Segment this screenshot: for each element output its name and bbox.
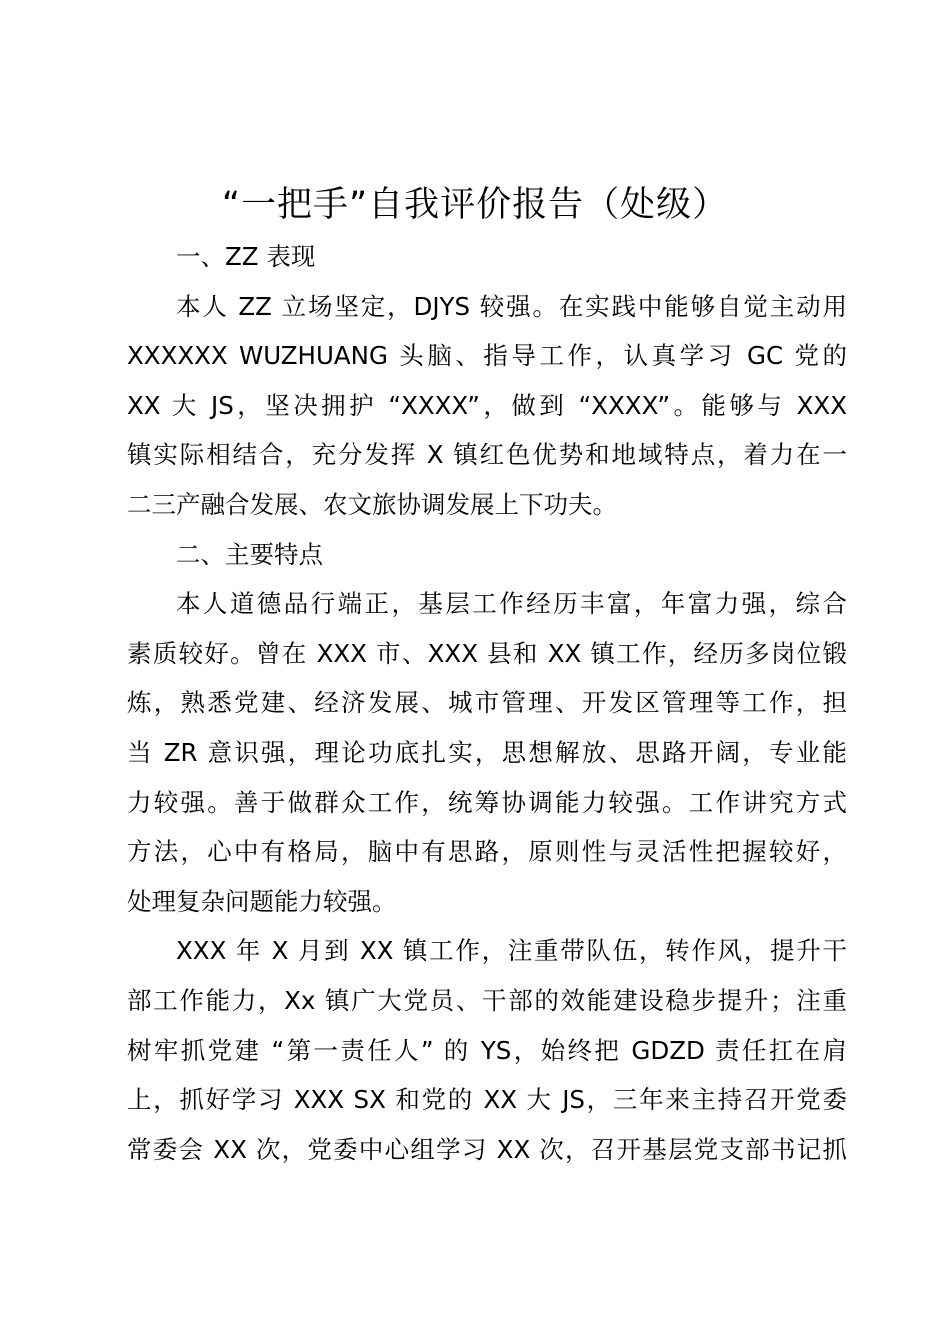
paragraph-line: 炼，熟悉党建、经济发展、城市管理、开发区管理等工作，担 [127,688,847,718]
paragraph-line: 本人道德品行端正，基层工作经历丰富，年富力强，综合 [176,589,847,619]
section-heading: 一、ZZ 表现 [176,242,316,271]
paragraph-line: 力较强。善于做群众工作，统筹协调能力较强。工作讲究方式 [127,787,847,817]
paragraph [127,926,847,1174]
paragraph-line: 素质较好。曾在 XXX 市、XXX 县和 XX 镇工作，经历多岗位锻 [127,638,847,668]
document-title: “一把手”自我评价报告（处级） [221,185,729,225]
paragraph-line: 当 ZR 意识强，理论功底扎实，思想解放、思路开阔，专业能 [127,737,847,767]
paragraph-line: XXXXXX WUZHUANG 头脑、指导工作，认真学习 GC 党的 [127,341,847,371]
paragraph-line: 方法，心中有格局，脑中有思路，原则性与灵活性把握较好， [127,837,847,867]
paragraph [127,282,847,530]
paragraph-line: 常委会 XX 次，党委中心组学习 XX 次，召开基层党支部书记抓 [127,1134,847,1164]
paragraph-line: 上，抓好学习 XXX SX 和党的 XX 大 JS，三年来主持召开党委 [127,1085,847,1115]
document-body [127,232,847,1174]
paragraph-line: 处理复杂问题能力较强。 [127,886,397,916]
paragraph-line: XX 大 JS，坚决拥护 “XXXX”，做到 “XXXX”。能够与 XXX [127,390,847,420]
paragraph-line: 树牢抓党建 “第一责任人” 的 YS，始终把 GDZD 责任扛在肩 [127,1035,847,1065]
paragraph-line: XXX 年 X 月到 XX 镇工作，注重带队伍，转作风，提升干 [176,936,847,966]
paragraph [127,579,847,926]
paragraph-line: 本人 ZZ 立场坚定，DJYS 较强。在实践中能够自觉主动用 [176,291,847,321]
paragraph-line: 部工作能力，Xx 镇广大党员、干部的效能建设稳步提升；注重 [127,985,847,1015]
paragraph-line: 二三产融合发展、农文旅协调发展上下功夫。 [127,489,617,519]
paragraph-line: 镇实际相结合，充分发挥 X 镇红色优势和地域特点，着力在一 [127,440,847,470]
section-heading: 二、主要特点 [176,539,323,569]
